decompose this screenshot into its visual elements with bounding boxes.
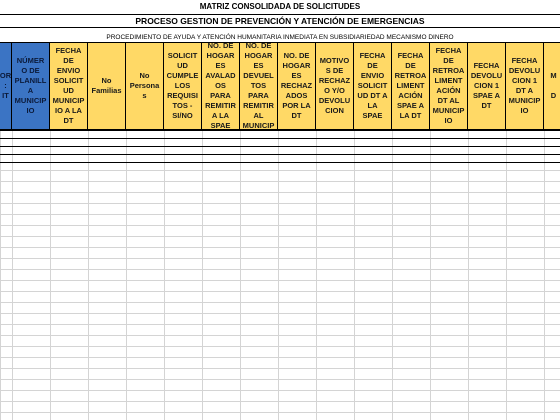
column-header-label: FECHA DE RETROA LIMENT ACIÓN SPAE A LA DT: [394, 51, 427, 120]
grid-row-line: [0, 346, 560, 347]
grid-row-line: [0, 412, 560, 413]
grid-row-line: [0, 258, 560, 259]
grid-column-line: [0, 131, 1, 420]
grid-row-line: [0, 335, 560, 336]
grid-column-line: [202, 131, 203, 420]
grid-row-line: [0, 313, 560, 314]
column-header-label: FECHA DEVOLU CION 1 DT A MUNICIP IO: [508, 56, 541, 115]
sheet-subtitle: PROCESO GESTION DE PREVENCIÓN Y ATENCIÓN DE EMERGENCIAS: [135, 16, 425, 26]
column-header-5[interactable]: [126, 42, 164, 130]
grid-column-line: [240, 131, 241, 420]
grid-column-line: [88, 131, 89, 420]
column-header-12[interactable]: [392, 42, 430, 130]
procedure-title: PROCEDIMIENTO DE AYUDA Y ATENCIÓN HUMANITARIA INMEDIATA EN SUBSIDIARIEDAD MECANISMO DINERO: [106, 34, 454, 41]
grid-row-line: [0, 214, 560, 215]
grid-column-line: [354, 131, 355, 420]
grid-row-line: [0, 368, 560, 369]
column-header-7[interactable]: [202, 42, 240, 130]
grid-row-line: [0, 291, 560, 292]
column-header-label: NÚMER O DE PLANILL A MUNICIP IO: [14, 56, 47, 115]
column-header-1[interactable]: [0, 42, 12, 130]
column-header-10[interactable]: [316, 42, 354, 130]
subtitle-border-top: [0, 14, 560, 15]
grid-column-line: [164, 131, 165, 420]
table-row-border: [0, 130, 560, 131]
column-header-4[interactable]: [88, 42, 126, 130]
grid-column-line: [430, 131, 431, 420]
grid-column-line: [126, 131, 127, 420]
grid-row-line: [0, 192, 560, 193]
grid-column-line: [468, 131, 469, 420]
grid-row-line: [0, 280, 560, 281]
grid-row-line: [0, 269, 560, 270]
column-header-label: M D: [550, 71, 557, 100]
grid-row-line: [0, 181, 560, 182]
grid-column-line: [12, 131, 13, 420]
grid-row-line: [0, 390, 560, 391]
column-header-15[interactable]: [506, 42, 544, 130]
grid-row-line: [0, 225, 560, 226]
column-header-6[interactable]: [164, 42, 202, 130]
column-header-label: No Familias: [91, 76, 122, 95]
grid-row-line: [0, 170, 560, 171]
column-header-label: OR : IT: [0, 71, 12, 100]
grid-row-line: [0, 379, 560, 380]
column-header-9[interactable]: [278, 42, 316, 130]
table-row-border: [0, 138, 560, 139]
table-row-border: [0, 146, 560, 147]
grid-row-line: [0, 203, 560, 204]
column-header-8[interactable]: [240, 42, 278, 130]
grid-row-line: [0, 401, 560, 402]
column-header-label: FECHA DEVOLU CION 1 SPAE A DT: [470, 61, 503, 110]
column-header-label: FECHA DE ENVIO SOLICIT UD MUNICIP IO A LA DT: [52, 46, 85, 125]
spreadsheet-table[interactable]: [0, 42, 560, 420]
column-header-label: No Persona s: [129, 71, 160, 100]
column-header-label: NO. DE HOGAR ES AVALAD OS PARA REMITIR A LA SPAE: [205, 42, 236, 130]
table-row-border: [0, 154, 560, 155]
column-header-label: SOLICIT UD CUMPLE LOS REQUISI TOS - SI/NO: [166, 51, 199, 120]
column-header-2[interactable]: [12, 42, 50, 130]
grid-row-line: [0, 236, 560, 237]
grid-column-line: [278, 131, 279, 420]
column-header-label: MOTIVO S DE RECHAZ O Y/O DEVOLU CION: [318, 56, 351, 115]
column-header-label: FECHA DE ENVIO SOLICIT UD DT A LA SPAE: [357, 51, 388, 120]
grid-column-line: [50, 131, 51, 420]
column-header-label: FECHA DE RETROA LIMENT ACIÓN DT AL MUNICIP IO: [432, 46, 465, 125]
column-header-11[interactable]: [354, 42, 392, 130]
column-header-13[interactable]: [430, 42, 468, 130]
grid-row-line: [0, 357, 560, 358]
sheet-title: MATRIZ CONSOLIDADA DE SOLICITUDES: [199, 2, 361, 11]
column-header-label: NO. DE HOGAR ES DEVUEL TOS PARA REMITIR AL MUNICIP: [242, 42, 275, 130]
column-header-16[interactable]: [544, 42, 560, 130]
grid-column-line: [316, 131, 317, 420]
column-header-label: NO. DE HOGAR ES RECHAZ ADOS POR LA DT: [280, 51, 313, 120]
grid-row-line: [0, 324, 560, 325]
grid-row-line: [0, 302, 560, 303]
table-row-border: [0, 162, 560, 163]
grid-column-line: [544, 131, 545, 420]
grid-column-line: [506, 131, 507, 420]
grid-column-line: [392, 131, 393, 420]
subtitle-border-bottom: [0, 27, 560, 28]
grid-row-line: [0, 247, 560, 248]
column-header-3[interactable]: [50, 42, 88, 130]
column-header-14[interactable]: [468, 42, 506, 130]
